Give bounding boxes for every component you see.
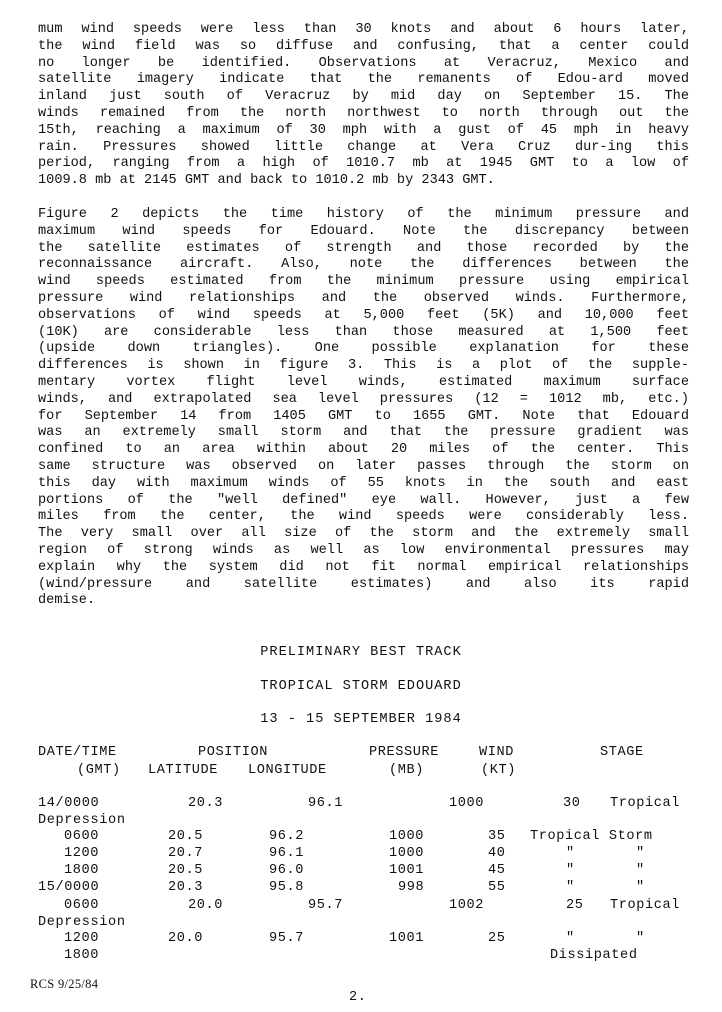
track-cell-stage: Tropical — [610, 796, 681, 811]
header-pressure: PRESSURE — [369, 745, 440, 760]
track-cell-wind: 45 — [488, 863, 506, 878]
track-storm-name: TROPICAL STORM EDOUARD — [260, 679, 462, 694]
paragraph2-line: winds, and extrapolated sea level pressures (12 = 1012 mb, etc.) — [38, 391, 689, 407]
track-cell-stage: " " — [566, 846, 645, 861]
track-cell-pres: 1001 — [389, 863, 425, 878]
track-cell-pres: 998 — [398, 880, 425, 895]
paragraph2-line: region of strong winds as well as low environmental pressures may — [38, 542, 689, 558]
track-cell-pres: 1001 — [389, 931, 425, 946]
page-number: 2. — [349, 990, 367, 1005]
header-position: POSITION — [198, 745, 269, 760]
paragraph2-line: maximum wind speeds for Edouard. Note the discrepancy between — [38, 223, 689, 239]
paragraph2-line: was an extremely small storm and that the pressure gradient was — [38, 425, 689, 441]
paragraph1-line: 15th, reaching a maximum of 30 mph with a gust of 45 mph in heavy — [38, 122, 689, 138]
paragraph-figure-discussion — [38, 207, 689, 610]
track-cell-lon: 95.8 — [269, 880, 305, 895]
track-cell-lat: 20.5 — [168, 863, 204, 878]
track-cell-time: 0600 — [64, 898, 100, 913]
track-cell-time: 14/0000 — [38, 796, 100, 811]
track-cell-time: 15/0000 — [38, 880, 100, 895]
track-cell-wind: 55 — [488, 880, 506, 895]
track-cell-time: 1800 — [64, 863, 100, 878]
paragraph2-line: differences is shown in figure 3. This is a plot of the supple- — [38, 358, 689, 374]
paragraph1-line: winds remained from the north northwest to north through out the — [38, 105, 689, 121]
header-kt: (KT) — [481, 763, 517, 778]
track-cell-pres: 1002 — [449, 898, 485, 913]
header-longitude: LONGITUDE — [248, 763, 327, 778]
track-cell-lat: 20.7 — [168, 846, 204, 861]
track-cell-wind: 35 — [488, 829, 506, 844]
paragraph1-line: period, ranging from a high of 1010.7 mb at 1945 GMT to a low of — [38, 156, 689, 172]
paragraph2-line: demise. — [38, 593, 96, 609]
track-cell-pres: 1000 — [389, 846, 425, 861]
paragraph2-line: The very small over all size of the storm and the extremely small — [38, 526, 689, 542]
paragraph2-line: observations of wind speeds at 5,000 feet (5K) and 10,000 feet — [38, 307, 689, 323]
paragraph-storm-dissipation — [38, 22, 689, 190]
header-gmt: (GMT) — [77, 763, 121, 778]
track-cell-wind: 40 — [488, 846, 506, 861]
track-cell-lon: 96.1 — [308, 796, 344, 811]
track-cell-stage: " " — [566, 880, 645, 895]
paragraph2-line: this day with maximum winds of 55 knots in the south and east — [38, 475, 689, 491]
track-title: PRELIMINARY BEST TRACK — [260, 645, 462, 660]
track-cell-stage: " " — [566, 863, 645, 878]
track-cell-stage-wrap: Depression — [38, 915, 126, 930]
track-cell-lon: 95.7 — [308, 898, 344, 913]
track-cell-lon: 96.1 — [269, 846, 305, 861]
header-mb: (MB) — [389, 763, 425, 778]
paragraph2-line: explain why the system did not fit normal empirical relationships — [38, 559, 689, 575]
track-cell-pres: 1000 — [389, 829, 425, 844]
paragraph1-line: no longer be identified. Observations at Veracruz, Mexico and — [38, 55, 689, 71]
footer-initials: RCS 9/25/84 — [30, 977, 99, 991]
track-cell-stage: " " — [566, 931, 645, 946]
track-cell-wind: 25 — [566, 898, 584, 913]
track-cell-lon: 96.2 — [269, 829, 305, 844]
track-cell-lat: 20.0 — [188, 898, 224, 913]
paragraph2-line: (upside down triangles). One possible explanation for these — [38, 341, 689, 357]
paragraph1-line: the wind field was so diffuse and confusing, that a center could — [38, 38, 689, 54]
header-latitude: LATITUDE — [148, 763, 219, 778]
track-date-range: 13 - 15 SEPTEMBER 1984 — [260, 712, 462, 727]
track-cell-lat: 20.3 — [168, 880, 204, 895]
track-cell-pres: 1000 — [449, 796, 485, 811]
header-datetime: DATE/TIME — [38, 745, 117, 760]
track-cell-wind: 25 — [488, 931, 506, 946]
track-cell-time: 1800 — [64, 948, 100, 963]
track-cell-time: 1200 — [64, 846, 100, 861]
paragraph2-line: reconnaissance aircraft. Also, note the differences between the — [38, 257, 689, 273]
track-cell-lon: 96.0 — [269, 863, 305, 878]
header-stage: STAGE — [600, 745, 644, 760]
paragraph2-line: the satellite estimates of strength and those recorded by the — [38, 240, 689, 256]
paragraph2-line: Figure 2 depicts the time history of the minimum pressure and — [38, 207, 689, 222]
paragraph1-line: rain. Pressures showed little change at Vera Cruz dur-ing this — [38, 139, 689, 155]
paragraph2-line: portions of the "well defined" eye wall. However, just a few — [38, 492, 689, 508]
paragraph2-line: mentary vortex flight level winds, estimated maximum surface — [38, 374, 689, 390]
track-cell-time: 1200 — [64, 931, 100, 946]
track-cell-time: 0600 — [64, 829, 100, 844]
track-cell-stage: Tropical — [610, 898, 681, 913]
paragraph2-line: miles from the center, the wind speeds were considerably less. — [38, 509, 689, 525]
paragraph2-line: pressure wind relationships and the observed winds. Furthermore, — [38, 290, 689, 306]
paragraph2-line: for September 14 from 1405 GMT to 1655 GMT. Note that Edouard — [38, 408, 689, 424]
track-cell-lat: 20.3 — [188, 796, 224, 811]
track-cell-wind: 30 — [563, 796, 581, 811]
paragraph2-line: (wind/pressure and satellite estimates) and also its rapid — [38, 576, 689, 592]
track-cell-stage: Tropical Storm — [530, 829, 653, 844]
paragraph2-line: wind speeds estimated from the minimum pressure using empirical — [38, 274, 689, 290]
paragraph1-line: 1009.8 mb at 2145 GMT and back to 1010.2 mb by 2343 GMT. — [38, 173, 495, 189]
paragraph2-line: (10K) are considerable less than those measured at 1,500 feet — [38, 324, 689, 340]
paragraph1-line: satellite imagery indicate that the remanents of Edou-ard moved — [38, 72, 689, 88]
paragraph1-line: inland just south of Veracruz by mid day on September 15. The — [38, 89, 689, 105]
paragraph2-line: confined to an area within about 20 miles of the center. This — [38, 442, 689, 458]
track-cell-stage: Dissipated — [550, 948, 638, 963]
track-cell-stage-wrap: Depression — [38, 813, 126, 828]
track-cell-lat: 20.5 — [168, 829, 204, 844]
paragraph2-line: same structure was observed on later passes through the storm on — [38, 458, 689, 474]
header-wind: WIND — [479, 745, 515, 760]
paragraph1-line: mum wind speeds were less than 30 knots and about 6 hours later, — [38, 22, 689, 37]
track-cell-lat: 20.0 — [168, 931, 204, 946]
track-cell-lon: 95.7 — [269, 931, 305, 946]
